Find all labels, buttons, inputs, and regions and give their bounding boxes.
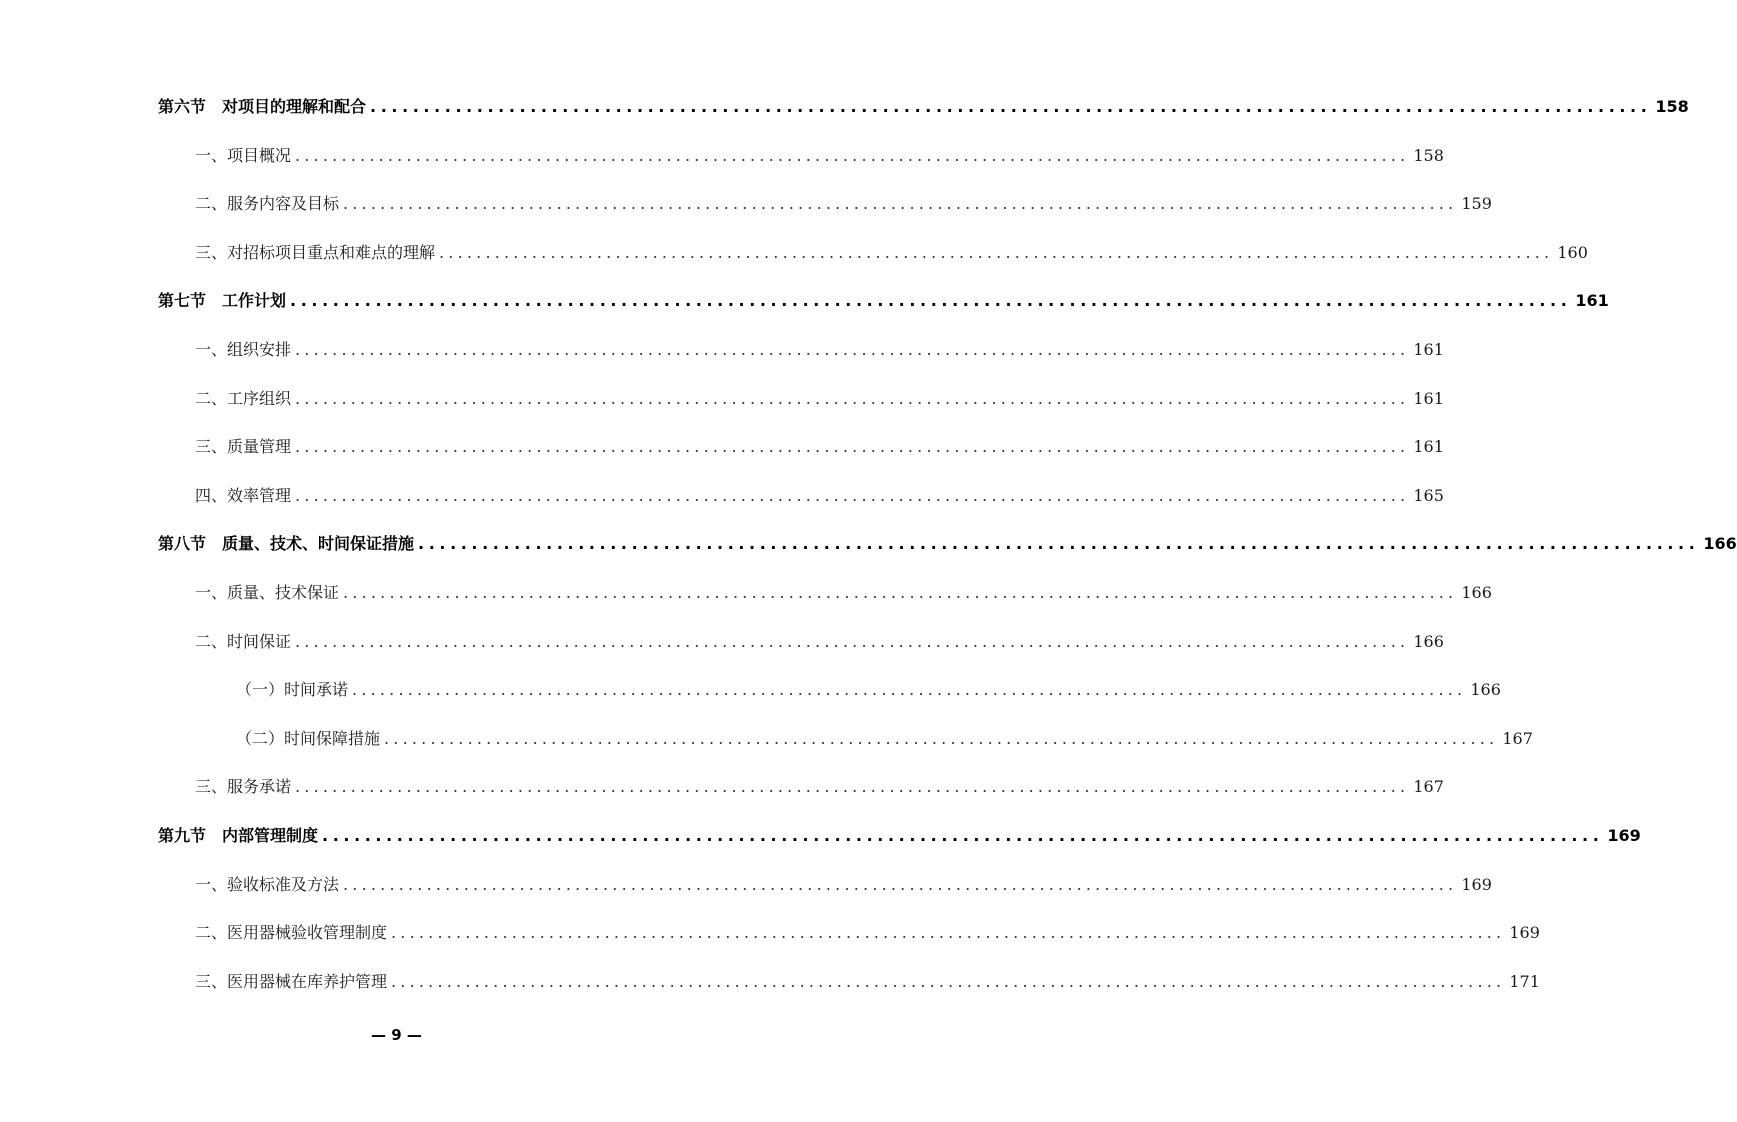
toc-dot-leader: ........................................................................................................................ [418, 534, 1700, 553]
toc-entry-title: 三、医用器械在库养护管理 [195, 972, 388, 991]
toc-section-entry[interactable] [158, 92, 1689, 118]
toc-entry-label [195, 874, 339, 896]
toc-entry-title: 二、工序组织 [195, 389, 292, 408]
toc-page-number: 171 [1509, 972, 1540, 991]
toc-page-number: 159 [1461, 194, 1492, 213]
toc-section-number: 第九节 [158, 826, 207, 845]
page-number: — 9 — [371, 1026, 422, 1044]
toc-dot-leader: ........................................................................................................................ [295, 389, 1410, 408]
toc-entry[interactable] [195, 481, 1444, 507]
toc-entry-title: 二、时间保证 [195, 632, 292, 651]
toc-entry-label [236, 728, 380, 750]
toc-dot-leader: ........................................................................................................................ [295, 777, 1410, 796]
toc-page-number: 166 [1470, 680, 1501, 699]
toc-entry[interactable] [195, 335, 1444, 361]
toc-entry-label [195, 922, 387, 944]
toc-dot-leader: ........................................................................................................................ [343, 583, 1458, 602]
toc-entry[interactable] [195, 918, 1540, 944]
toc-page-number: 169 [1509, 923, 1540, 942]
toc-entry-title: 一、组织安排 [195, 340, 292, 359]
toc-dot-leader: ........................................................................................................................ [295, 146, 1410, 165]
toc-section-entry[interactable] [158, 529, 1737, 555]
toc-page-number: 169 [1461, 875, 1492, 894]
toc-page-number: 165 [1413, 486, 1444, 505]
toc-entry-title: 一、项目概况 [195, 146, 292, 165]
toc-entry[interactable] [195, 432, 1444, 458]
toc-page-number: 167 [1502, 729, 1533, 748]
toc-entry[interactable] [195, 384, 1444, 410]
toc-dot-leader: ........................................................................................................................ [295, 340, 1410, 359]
toc-page-number: 161 [1413, 340, 1444, 359]
toc-entry[interactable] [195, 870, 1492, 896]
toc-dot-leader: ........................................................................................................................ [439, 243, 1554, 262]
toc-entry-title: （二）时间保障措施 [236, 729, 381, 748]
toc-entry[interactable] [195, 627, 1444, 653]
toc-dot-leader: ........................................................................................................................ [391, 972, 1506, 991]
toc-entry-label [195, 631, 291, 653]
toc-entry-title: 二、服务内容及目标 [195, 194, 340, 213]
toc-dot-leader: ........................................................................................................................ [391, 923, 1506, 942]
toc-page-number: 161 [1413, 437, 1444, 456]
toc-page-number: 167 [1413, 777, 1444, 796]
toc-entry[interactable] [236, 675, 1501, 701]
toc-entry[interactable] [195, 238, 1588, 264]
toc-entry-title: 一、验收标准及方法 [195, 875, 340, 894]
toc-dot-leader: ........................................................................................................................ [370, 97, 1652, 116]
toc-entry-title: 质量、技术、时间保证措施 [222, 534, 415, 553]
toc-entry[interactable] [195, 578, 1492, 604]
toc-dot-leader: ........................................................................................................................ [295, 486, 1410, 505]
toc-entry-label [195, 145, 291, 167]
toc-entry-label [195, 436, 291, 458]
toc-page-number: 158 [1413, 146, 1444, 165]
toc-page-number: 161 [1413, 389, 1444, 408]
toc-entry-label [158, 96, 366, 118]
toc-entry-label [236, 679, 348, 701]
toc-entry-title: （一）时间承诺 [236, 680, 349, 699]
toc-entry-title: 四、效率管理 [195, 486, 292, 505]
toc-entry[interactable] [236, 724, 1533, 750]
toc-entry[interactable] [195, 967, 1540, 993]
toc-section-entry[interactable] [158, 821, 1641, 847]
toc-entry[interactable] [195, 772, 1444, 798]
toc-entry-title: 对项目的理解和配合 [222, 97, 367, 116]
toc-entry-title: 三、服务承诺 [195, 777, 292, 796]
toc-entry-title: 三、对招标项目重点和难点的理解 [195, 243, 436, 262]
toc-page-number: 166 [1461, 583, 1492, 602]
toc-page-number: 160 [1557, 243, 1588, 262]
toc-section-number: 第六节 [158, 97, 207, 116]
toc-entry-title: 二、医用器械验收管理制度 [195, 923, 388, 942]
toc-dot-leader: ........................................................................................................................ [352, 680, 1467, 699]
toc-page-number: 158 [1655, 97, 1689, 116]
toc-entry-label [158, 825, 318, 847]
toc-entry[interactable] [195, 141, 1444, 167]
toc-dot-leader: ........................................................................................................................ [384, 729, 1499, 748]
toc-entry-label [195, 776, 291, 798]
toc-entry-label [195, 339, 291, 361]
toc-entry-title: 三、质量管理 [195, 437, 292, 456]
toc-entry-label [158, 290, 286, 312]
toc-entry[interactable] [195, 189, 1492, 215]
toc-dot-leader: ........................................................................................................................ [343, 194, 1458, 213]
toc-dot-leader: ........................................................................................................................ [290, 291, 1572, 310]
toc-page-number: 166 [1703, 534, 1737, 553]
toc-entry-title: 一、质量、技术保证 [195, 583, 340, 602]
toc-section-entry[interactable] [158, 286, 1609, 312]
toc-entry-label [195, 242, 435, 264]
toc-entry-title: 工作计划 [222, 291, 287, 310]
toc-dot-leader: ........................................................................................................................ [295, 632, 1410, 651]
toc-entry-label [195, 582, 339, 604]
toc-section-number: 第七节 [158, 291, 207, 310]
toc-page-number: 166 [1413, 632, 1444, 651]
toc-page-number: 161 [1575, 291, 1609, 310]
toc-entry-label [195, 485, 291, 507]
toc-entry-title: 内部管理制度 [222, 826, 319, 845]
toc-dot-leader: ........................................................................................................................ [343, 875, 1458, 894]
toc-dot-leader: ........................................................................................................................ [295, 437, 1410, 456]
toc-section-number: 第八节 [158, 534, 207, 553]
toc-dot-leader: ........................................................................................................................ [322, 826, 1604, 845]
toc-page-number: 169 [1607, 826, 1641, 845]
toc-entry-label [195, 193, 339, 215]
toc-entry-label [158, 533, 414, 555]
toc-entry-label [195, 388, 291, 410]
toc-entry-label [195, 971, 387, 993]
